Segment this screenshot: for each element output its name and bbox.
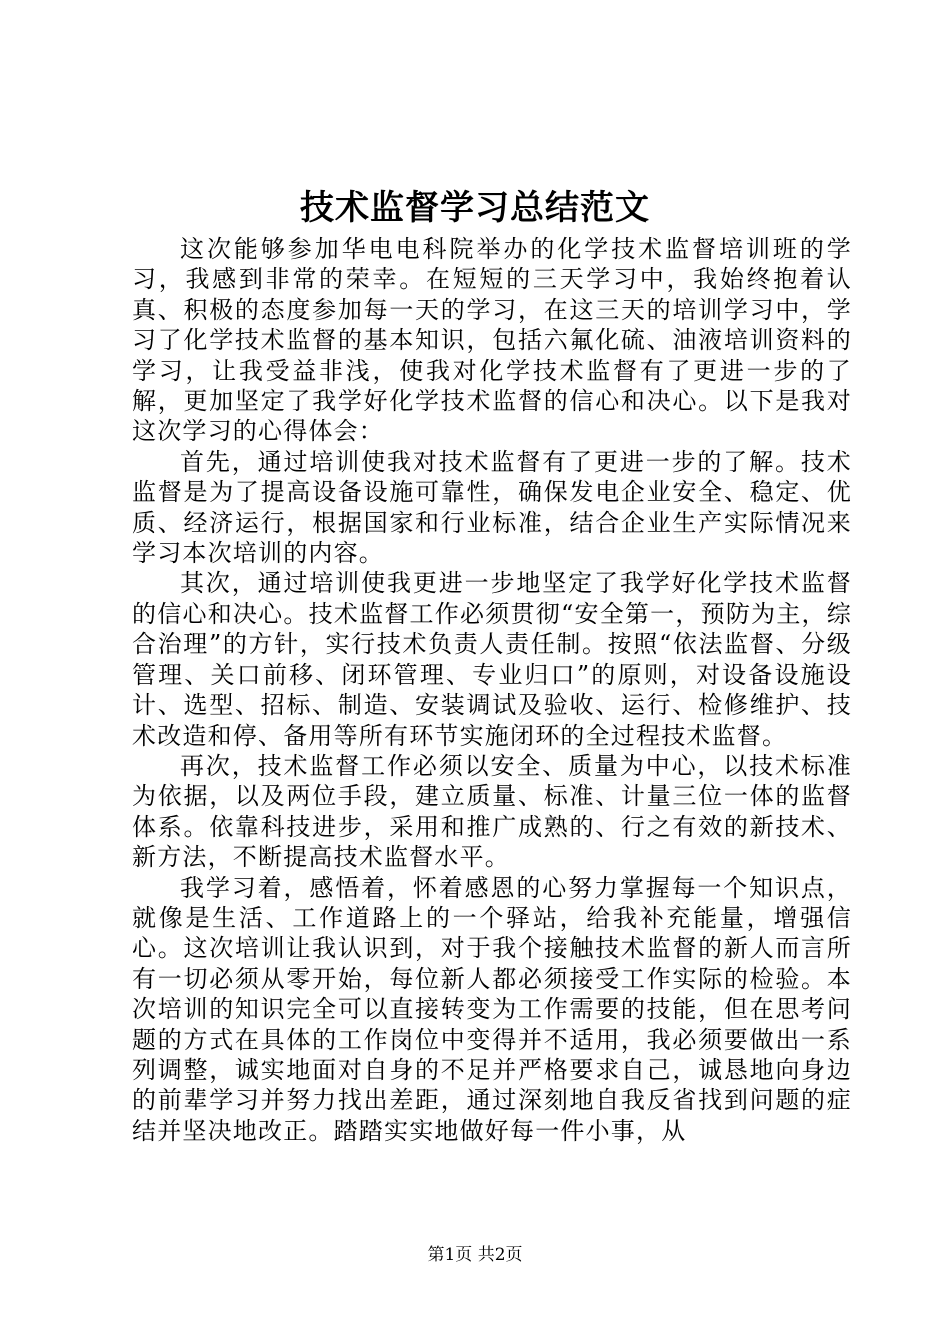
document-body — [132, 234, 852, 1146]
page-number-footer: 第1页 共2页 — [427, 1245, 523, 1265]
paragraph-second: 其次，通过培训使我更进一步地坚定了我学好化学技术监督的信心和决心。技术监督工作必须贯彻“安全第一，预防为主，综合治理”的方针，实行技术负责人责任制。按照“依法监督、分级管理、关口前移、闭环管理、专业归口”的原则，对设备设施设计、选型、招标、制造、安装调试及验收、运行、检修维护、技术改造和停、备用等所有环节实施闭环的全过程技术监督。 — [132, 569, 852, 750]
paragraph-intro: 这次能够参加华电电科院举办的化学技术监督培训班的学习，我感到非常的荣幸。在短短的三天学习中，我始终抱着认真、积极的态度参加每一天的学习，在这三天的培训学习中，学习了化学技术监督的基本知识，包括六氟化硫、油液培训资料的学习，让我受益非浅，使我对化学技术监督有了更进一步的了解，更加坚定了我学好化学技术监督的信心和决心。以下是我对这次学习的心得体会： — [132, 235, 852, 446]
paragraph-reflection: 我学习着，感悟着，怀着感恩的心努力掌握每一个知识点，就像是生活、工作道路上的一个驿站，给我补充能量，增强信心。这次培训让我认识到，对于我个接触技术监督的新人而言所有一切必须从零开始，每位新人都必须接受工作实际的检验。本次培训的知识完全可以直接转变为工作需要的技能，但在思考问题的方式在具体的工作岗位中变得并不适用，我必须要做出一系列调整，诚实地面对自身的不足并严格要求自己，诚恳地向身边的前辈学习并努力找出差距，通过深刻地自我反省找到问题的症结并坚决地改正。踏踏实实地做好每一件小事，从 — [132, 873, 852, 1145]
paragraph-third: 再次，技术监督工作必须以安全、质量为中心，以技术标准为依据，以及两位手段，建立质量、标准、计量三位一体的监督体系。依靠科技进步，采用和推广成熟的、行之有效的新技术、新方法，不断提高技术监督水平。 — [132, 751, 852, 872]
paragraph-first: 首先，通过培训使我对技术监督有了更进一步的了解。技术监督是为了提高设备设施可靠性，确保发电企业安全、稳定、优质、经济运行，根据国家和行业标准，结合企业生产实际情况来学习本次培训的内容。 — [132, 447, 852, 568]
document-title: 技术监督学习总结范文 — [300, 188, 650, 228]
